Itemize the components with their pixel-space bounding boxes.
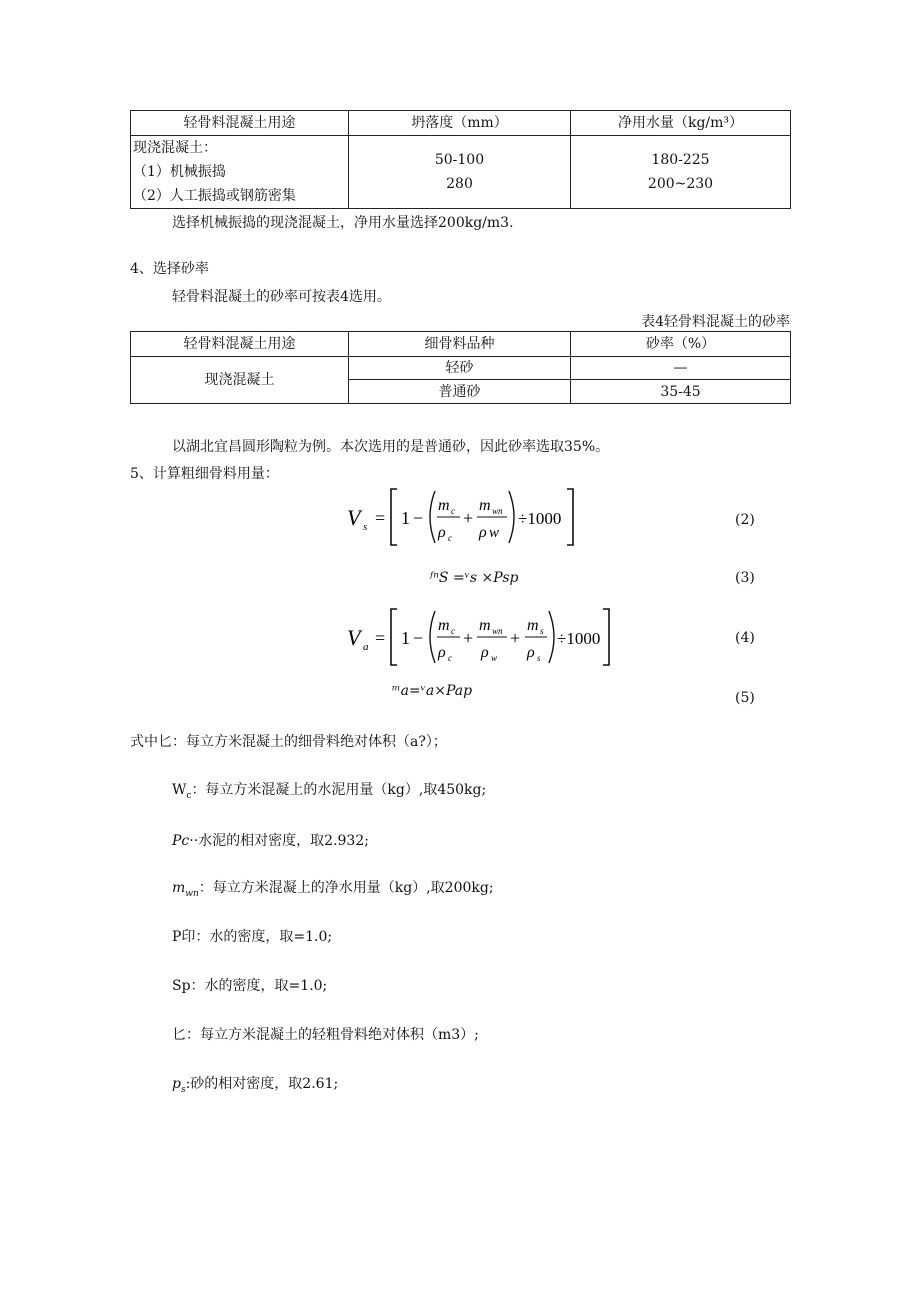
eq5-number: (5) (735, 690, 755, 706)
use-item-1: （1）机械振捣 (133, 164, 226, 180)
section4-heading: 4、选择砂率 (130, 261, 209, 277)
svg-text:s: s (537, 653, 541, 663)
water-table (130, 110, 791, 209)
definition-ps: $p_s$:砂的相对密度，取2.61; (172, 1076, 339, 1095)
svg-text:c: c (448, 653, 452, 663)
svg-text:m: m (438, 497, 450, 514)
svg-text:m: m (479, 617, 491, 634)
svg-text:÷1000: ÷1000 (557, 629, 601, 648)
water-value-1: 180-225 (651, 152, 710, 168)
sand-rate-normal: 35-45 (571, 380, 791, 404)
sand-table-use: 现浇混凝土 (131, 357, 349, 404)
definition-pw: P印：水的密度，取=1.0; (172, 929, 333, 945)
svg-text:ρ: ρ (527, 644, 535, 661)
svg-text:ρ: ρ (438, 644, 446, 661)
water-table-header-slump: 坍落度（mm） (349, 111, 571, 136)
eq3-number: (3) (735, 570, 755, 586)
sand-table-header-use: 轻骨料混凝土用途 (131, 332, 349, 357)
svg-text:w: w (489, 525, 500, 541)
sand-paragraph: 以湖北宜昌圆形陶粒为例。本次选用的是普通砂，因此砂率选取35%。 (172, 439, 610, 455)
definition-pc: Pc··水泥的相对密度，取2.932; (172, 833, 369, 849)
definition-wc: $W_c$：每立方米混凝上的水泥用量（kg）,取450kg; (172, 782, 487, 801)
definition-va: 匕：每立方米混凝土的轻粗骨料绝对体积（m3）; (172, 1027, 479, 1043)
svg-text:s: s (540, 626, 544, 636)
svg-text:c: c (448, 533, 452, 543)
svg-text:=: = (375, 508, 386, 528)
svg-text:−: − (413, 628, 424, 648)
water-table-slump-cell (349, 136, 571, 209)
svg-text:ρ: ρ (481, 644, 489, 661)
sand-rate-light: — (571, 357, 791, 380)
water-table-water-cell (571, 136, 791, 209)
svg-text:1: 1 (401, 508, 410, 528)
svg-text:=: = (375, 628, 386, 648)
definition-intro: 式中匕：每立方米混凝土的细骨料绝对体积（a?）； (130, 734, 447, 750)
water-paragraph: 选择机械振捣的现浇混凝土，净用水量选择200kg/m3. (172, 215, 514, 231)
svg-text:ρ: ρ (479, 524, 487, 541)
svg-text:a: a (363, 641, 369, 653)
sand-type-normal: 普通砂 (349, 380, 571, 404)
slump-value-1: 50-100 (434, 152, 485, 168)
use-item-2: （2）人工振捣或钢筋密集 (133, 188, 296, 204)
water-table-header-water: 净用水量（kg/m³） (571, 111, 791, 136)
sand-rate-table (130, 331, 791, 404)
water-table-use-cell (131, 136, 349, 209)
svg-text:m: m (527, 617, 539, 634)
svg-text:c: c (451, 626, 455, 636)
svg-text:+: + (510, 628, 521, 648)
use-title: 现浇混凝土： (133, 140, 217, 156)
equation-4 (345, 607, 615, 673)
svg-text:wn: wn (492, 506, 503, 516)
svg-text:+: + (463, 508, 474, 528)
slump-value-2: 280 (446, 176, 473, 192)
equation-2 (345, 487, 580, 553)
svg-text:÷1000: ÷1000 (518, 509, 562, 528)
eq4-number: (4) (735, 630, 755, 646)
eq4-lhs: V (347, 625, 361, 650)
definition-mwn: $m_{wn}$：每立方米混凝上的净水用量（kg）,取200kg; (172, 880, 494, 899)
svg-text:c: c (451, 506, 455, 516)
section5-heading: 5、计算粗细骨料用量： (130, 466, 279, 482)
water-table-header-use: 轻骨料混凝土用途 (131, 111, 349, 136)
equation-3: ᶠⁿS =ᵛs ×Psp (430, 570, 519, 586)
definition-sp: Sp：水的密度，取=1.0; (172, 978, 328, 994)
water-value-2: 200~230 (647, 176, 714, 192)
sand-table-header-type: 细骨料品种 (349, 332, 571, 357)
sand-type-light: 轻砂 (349, 357, 571, 380)
section4-paragraph: 轻骨料混凝土的砂率可按表4选用。 (172, 289, 391, 305)
svg-text:wn: wn (492, 626, 503, 636)
svg-text:−: − (413, 508, 424, 528)
svg-text:m: m (438, 617, 450, 634)
sand-table-header-rate: 砂率（%） (571, 332, 791, 357)
svg-text:ρ: ρ (438, 524, 446, 541)
table4-caption: 表4轻骨料混凝土的砂率 (641, 314, 790, 330)
svg-text:m: m (479, 497, 491, 514)
svg-text:s: s (363, 521, 368, 533)
svg-text:+: + (463, 628, 474, 648)
svg-text:w: w (491, 653, 498, 663)
eq2-lhs: V (347, 505, 361, 530)
equation-5: ᵐa=ᵛa×Pap (392, 683, 473, 699)
eq2-number: (2) (735, 512, 755, 528)
svg-text:1: 1 (401, 628, 410, 648)
